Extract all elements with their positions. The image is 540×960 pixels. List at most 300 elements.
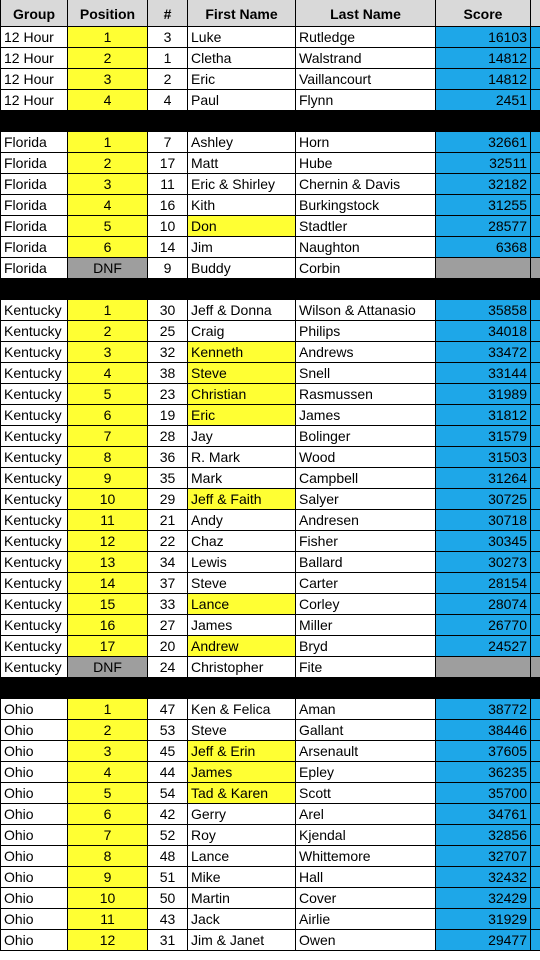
first-name-cell: Ken & Felica: [188, 699, 296, 720]
first-name-cell: Ashley: [188, 132, 296, 153]
table-row: [1, 909, 540, 930]
table-row: [1, 741, 540, 762]
group-cell: Ohio: [1, 888, 68, 909]
first-name-cell: Eric & Shirley: [188, 174, 296, 195]
extra-cell: [531, 216, 540, 237]
separator-cell: [436, 279, 531, 300]
table-row: [1, 699, 540, 720]
number-cell: 25: [148, 321, 188, 342]
number-cell: 7: [148, 132, 188, 153]
position-cell: 1: [68, 132, 148, 153]
position-cell: 16: [68, 615, 148, 636]
separator-cell: [1, 279, 68, 300]
last-name-cell: Kjendal: [296, 825, 436, 846]
group-cell: Kentucky: [1, 426, 68, 447]
separator-cell: [188, 279, 296, 300]
group-cell: 12 Hour: [1, 27, 68, 48]
group-cell: Florida: [1, 153, 68, 174]
first-name-cell: Chaz: [188, 531, 296, 552]
score-cell: 32707: [436, 846, 531, 867]
extra-cell: [531, 321, 540, 342]
number-cell: 11: [148, 174, 188, 195]
number-cell: 50: [148, 888, 188, 909]
header-row: [1, 0, 540, 27]
table-row: [1, 426, 540, 447]
separator-cell: [531, 111, 540, 132]
score-cell: 32432: [436, 867, 531, 888]
table-row: [1, 363, 540, 384]
score-cell: 30718: [436, 510, 531, 531]
first-name-cell: Gerry: [188, 804, 296, 825]
group-cell: Florida: [1, 174, 68, 195]
number-cell: 3: [148, 27, 188, 48]
first-name-cell: Steve: [188, 573, 296, 594]
first-name-cell: Paul: [188, 90, 296, 111]
last-name-cell: Rutledge: [296, 27, 436, 48]
group-cell: Kentucky: [1, 384, 68, 405]
extra-cell: [531, 405, 540, 426]
first-name-cell: Jay: [188, 426, 296, 447]
position-cell: 2: [68, 720, 148, 741]
section-separator: [1, 111, 540, 132]
header-group: Group: [1, 0, 68, 27]
extra-cell: [531, 342, 540, 363]
separator-cell: [296, 678, 436, 699]
extra-cell: [531, 132, 540, 153]
first-name-cell: Mark: [188, 468, 296, 489]
first-name-cell: R. Mark: [188, 447, 296, 468]
extra-cell: [531, 804, 540, 825]
table-body: [1, 27, 540, 951]
last-name-cell: Arel: [296, 804, 436, 825]
last-name-cell: Scott: [296, 783, 436, 804]
first-name-cell: Craig: [188, 321, 296, 342]
number-cell: 53: [148, 720, 188, 741]
first-name-cell: Andrew: [188, 636, 296, 657]
number-cell: 22: [148, 531, 188, 552]
score-cell: 34018: [436, 321, 531, 342]
table-row: [1, 90, 540, 111]
first-name-cell: Eric: [188, 405, 296, 426]
number-cell: 10: [148, 216, 188, 237]
last-name-cell: Bryd: [296, 636, 436, 657]
separator-cell: [68, 678, 148, 699]
table-row: [1, 615, 540, 636]
group-cell: Ohio: [1, 762, 68, 783]
score-cell: 32856: [436, 825, 531, 846]
score-cell: 36235: [436, 762, 531, 783]
extra-cell: [531, 552, 540, 573]
table-row: [1, 867, 540, 888]
group-cell: Kentucky: [1, 510, 68, 531]
position-cell: 17: [68, 636, 148, 657]
last-name-cell: Whittemore: [296, 846, 436, 867]
score-cell: 2451: [436, 90, 531, 111]
extra-cell: [531, 300, 540, 321]
group-cell: Ohio: [1, 783, 68, 804]
first-name-cell: Don: [188, 216, 296, 237]
extra-cell: [531, 90, 540, 111]
group-cell: Florida: [1, 237, 68, 258]
group-cell: 12 Hour: [1, 48, 68, 69]
score-cell: [436, 258, 531, 279]
position-cell: 4: [68, 762, 148, 783]
extra-cell: [531, 531, 540, 552]
number-cell: 24: [148, 657, 188, 678]
first-name-cell: Roy: [188, 825, 296, 846]
number-cell: 23: [148, 384, 188, 405]
separator-cell: [531, 279, 540, 300]
group-cell: Kentucky: [1, 531, 68, 552]
table-row: [1, 342, 540, 363]
last-name-cell: James: [296, 405, 436, 426]
separator-cell: [148, 678, 188, 699]
group-cell: Kentucky: [1, 657, 68, 678]
score-cell: 32182: [436, 174, 531, 195]
section-separator: [1, 678, 540, 699]
table-row: [1, 195, 540, 216]
last-name-cell: Andresen: [296, 510, 436, 531]
score-cell: 38772: [436, 699, 531, 720]
group-cell: Kentucky: [1, 573, 68, 594]
position-cell: 1: [68, 699, 148, 720]
number-cell: 21: [148, 510, 188, 531]
first-name-cell: Andy: [188, 510, 296, 531]
position-cell: 6: [68, 804, 148, 825]
number-cell: 32: [148, 342, 188, 363]
score-cell: 33144: [436, 363, 531, 384]
position-cell: 3: [68, 174, 148, 195]
last-name-cell: Corbin: [296, 258, 436, 279]
score-cell: 28154: [436, 573, 531, 594]
score-cell: 31255: [436, 195, 531, 216]
last-name-cell: Burkingstock: [296, 195, 436, 216]
score-cell: 37605: [436, 741, 531, 762]
position-cell: 6: [68, 405, 148, 426]
position-cell: 5: [68, 216, 148, 237]
group-cell: Kentucky: [1, 615, 68, 636]
group-cell: Kentucky: [1, 636, 68, 657]
score-cell: 35858: [436, 300, 531, 321]
last-name-cell: Flynn: [296, 90, 436, 111]
section-separator: [1, 279, 540, 300]
extra-cell: [531, 426, 540, 447]
separator-cell: [296, 111, 436, 132]
score-cell: 32661: [436, 132, 531, 153]
number-cell: 43: [148, 909, 188, 930]
last-name-cell: Arsenault: [296, 741, 436, 762]
separator-cell: [148, 111, 188, 132]
number-cell: 14: [148, 237, 188, 258]
group-cell: Ohio: [1, 867, 68, 888]
last-name-cell: Epley: [296, 762, 436, 783]
position-cell: 15: [68, 594, 148, 615]
last-name-cell: Fite: [296, 657, 436, 678]
table-row: [1, 783, 540, 804]
table-row: [1, 804, 540, 825]
extra-cell: [531, 846, 540, 867]
position-cell: 14: [68, 573, 148, 594]
score-cell: 31264: [436, 468, 531, 489]
extra-cell: [531, 153, 540, 174]
table-row: [1, 321, 540, 342]
table-row: [1, 216, 540, 237]
group-cell: Florida: [1, 132, 68, 153]
group-cell: Kentucky: [1, 468, 68, 489]
first-name-cell: Kenneth: [188, 342, 296, 363]
number-cell: 35: [148, 468, 188, 489]
position-cell: 1: [68, 27, 148, 48]
group-cell: Kentucky: [1, 321, 68, 342]
score-cell: 30725: [436, 489, 531, 510]
score-cell: 29477: [436, 930, 531, 951]
score-cell: 31989: [436, 384, 531, 405]
number-cell: 16: [148, 195, 188, 216]
last-name-cell: Owen: [296, 930, 436, 951]
table-row: [1, 27, 540, 48]
extra-cell: [531, 825, 540, 846]
first-name-cell: Lewis: [188, 552, 296, 573]
group-cell: Florida: [1, 195, 68, 216]
table-row: [1, 384, 540, 405]
first-name-cell: Eric: [188, 69, 296, 90]
group-cell: Ohio: [1, 909, 68, 930]
extra-cell: [531, 27, 540, 48]
table-row: [1, 405, 540, 426]
position-cell: 11: [68, 510, 148, 531]
position-cell: 2: [68, 48, 148, 69]
last-name-cell: Salyer: [296, 489, 436, 510]
number-cell: 9: [148, 258, 188, 279]
first-name-cell: Buddy: [188, 258, 296, 279]
last-name-cell: Chernin & Davis: [296, 174, 436, 195]
number-cell: 45: [148, 741, 188, 762]
last-name-cell: Miller: [296, 615, 436, 636]
number-cell: 1: [148, 48, 188, 69]
extra-cell: [531, 699, 540, 720]
score-cell: 14812: [436, 48, 531, 69]
last-name-cell: Philips: [296, 321, 436, 342]
number-cell: 29: [148, 489, 188, 510]
first-name-cell: Martin: [188, 888, 296, 909]
last-name-cell: Stadtler: [296, 216, 436, 237]
table-row: [1, 573, 540, 594]
score-cell: 38446: [436, 720, 531, 741]
extra-cell: [531, 762, 540, 783]
table-row: [1, 552, 540, 573]
number-cell: 52: [148, 825, 188, 846]
extra-cell: [531, 510, 540, 531]
number-cell: 20: [148, 636, 188, 657]
header-first-name: First Name: [188, 0, 296, 27]
group-cell: Kentucky: [1, 489, 68, 510]
number-cell: 28: [148, 426, 188, 447]
extra-cell: [531, 783, 540, 804]
first-name-cell: Kith: [188, 195, 296, 216]
table-row: [1, 258, 540, 279]
separator-cell: [296, 279, 436, 300]
extra-cell: [531, 489, 540, 510]
extra-cell: [531, 930, 540, 951]
extra-cell: [531, 174, 540, 195]
first-name-cell: Jim: [188, 237, 296, 258]
score-cell: 34761: [436, 804, 531, 825]
first-name-cell: Jim & Janet: [188, 930, 296, 951]
position-cell: 10: [68, 489, 148, 510]
header-number: #: [148, 0, 188, 27]
extra-cell: [531, 657, 540, 678]
first-name-cell: Cletha: [188, 48, 296, 69]
number-cell: 51: [148, 867, 188, 888]
score-cell: 6368: [436, 237, 531, 258]
score-cell: 33472: [436, 342, 531, 363]
header-score: Score: [436, 0, 531, 27]
position-cell: 8: [68, 846, 148, 867]
table-row: [1, 888, 540, 909]
first-name-cell: Christian: [188, 384, 296, 405]
number-cell: 54: [148, 783, 188, 804]
last-name-cell: Walstrand: [296, 48, 436, 69]
number-cell: 48: [148, 846, 188, 867]
position-cell: 7: [68, 825, 148, 846]
last-name-cell: Campbell: [296, 468, 436, 489]
group-cell: Kentucky: [1, 447, 68, 468]
extra-cell: [531, 363, 540, 384]
score-cell: 30273: [436, 552, 531, 573]
last-name-cell: Fisher: [296, 531, 436, 552]
position-cell: 1: [68, 300, 148, 321]
score-cell: 28074: [436, 594, 531, 615]
extra-cell: [531, 69, 540, 90]
position-cell: DNF: [68, 657, 148, 678]
last-name-cell: Naughton: [296, 237, 436, 258]
group-cell: Kentucky: [1, 342, 68, 363]
separator-cell: [531, 678, 540, 699]
header-last-name: Last Name: [296, 0, 436, 27]
extra-cell: [531, 195, 540, 216]
table-row: [1, 510, 540, 531]
last-name-cell: Corley: [296, 594, 436, 615]
first-name-cell: Jeff & Erin: [188, 741, 296, 762]
table-row: [1, 930, 540, 951]
position-cell: 9: [68, 468, 148, 489]
position-cell: 5: [68, 384, 148, 405]
table-row: [1, 825, 540, 846]
group-cell: Ohio: [1, 930, 68, 951]
header-extra: [531, 0, 540, 27]
table-row: [1, 531, 540, 552]
score-cell: 31812: [436, 405, 531, 426]
position-cell: 2: [68, 153, 148, 174]
table-row: [1, 762, 540, 783]
last-name-cell: Ballard: [296, 552, 436, 573]
last-name-cell: Hube: [296, 153, 436, 174]
group-cell: Florida: [1, 216, 68, 237]
position-cell: 10: [68, 888, 148, 909]
group-cell: 12 Hour: [1, 90, 68, 111]
extra-cell: [531, 468, 540, 489]
table-row: [1, 48, 540, 69]
position-cell: 11: [68, 909, 148, 930]
group-cell: Ohio: [1, 804, 68, 825]
extra-cell: [531, 636, 540, 657]
score-cell: 32429: [436, 888, 531, 909]
position-cell: 3: [68, 69, 148, 90]
score-cell: [436, 657, 531, 678]
last-name-cell: Wilson & Attanasio: [296, 300, 436, 321]
extra-cell: [531, 594, 540, 615]
extra-cell: [531, 720, 540, 741]
table-row: [1, 174, 540, 195]
position-cell: 2: [68, 321, 148, 342]
table-row: [1, 447, 540, 468]
extra-cell: [531, 258, 540, 279]
separator-cell: [68, 111, 148, 132]
extra-cell: [531, 615, 540, 636]
extra-cell: [531, 384, 540, 405]
group-cell: 12 Hour: [1, 69, 68, 90]
separator-cell: [1, 678, 68, 699]
table-row: [1, 846, 540, 867]
table-row: [1, 300, 540, 321]
first-name-cell: Matt: [188, 153, 296, 174]
position-cell: 4: [68, 195, 148, 216]
number-cell: 47: [148, 699, 188, 720]
position-cell: 3: [68, 342, 148, 363]
last-name-cell: Gallant: [296, 720, 436, 741]
first-name-cell: Christopher: [188, 657, 296, 678]
separator-cell: [436, 111, 531, 132]
first-name-cell: Lance: [188, 594, 296, 615]
group-cell: Ohio: [1, 741, 68, 762]
extra-cell: [531, 573, 540, 594]
position-cell: 4: [68, 90, 148, 111]
first-name-cell: James: [188, 762, 296, 783]
last-name-cell: Bolinger: [296, 426, 436, 447]
number-cell: 19: [148, 405, 188, 426]
last-name-cell: Airlie: [296, 909, 436, 930]
score-cell: 31503: [436, 447, 531, 468]
group-cell: Ohio: [1, 699, 68, 720]
number-cell: 2: [148, 69, 188, 90]
position-cell: DNF: [68, 258, 148, 279]
group-cell: Ohio: [1, 720, 68, 741]
number-cell: 33: [148, 594, 188, 615]
score-cell: 31579: [436, 426, 531, 447]
position-cell: 12: [68, 930, 148, 951]
first-name-cell: Luke: [188, 27, 296, 48]
number-cell: 30: [148, 300, 188, 321]
table-row: [1, 489, 540, 510]
group-cell: Kentucky: [1, 363, 68, 384]
group-cell: Kentucky: [1, 594, 68, 615]
last-name-cell: Carter: [296, 573, 436, 594]
number-cell: 31: [148, 930, 188, 951]
table-row: [1, 636, 540, 657]
position-cell: 3: [68, 741, 148, 762]
extra-cell: [531, 48, 540, 69]
last-name-cell: Snell: [296, 363, 436, 384]
number-cell: 37: [148, 573, 188, 594]
table-row: [1, 69, 540, 90]
table-row: [1, 153, 540, 174]
first-name-cell: Lance: [188, 846, 296, 867]
first-name-cell: Steve: [188, 363, 296, 384]
first-name-cell: Steve: [188, 720, 296, 741]
separator-cell: [436, 678, 531, 699]
position-cell: 4: [68, 363, 148, 384]
last-name-cell: Cover: [296, 888, 436, 909]
